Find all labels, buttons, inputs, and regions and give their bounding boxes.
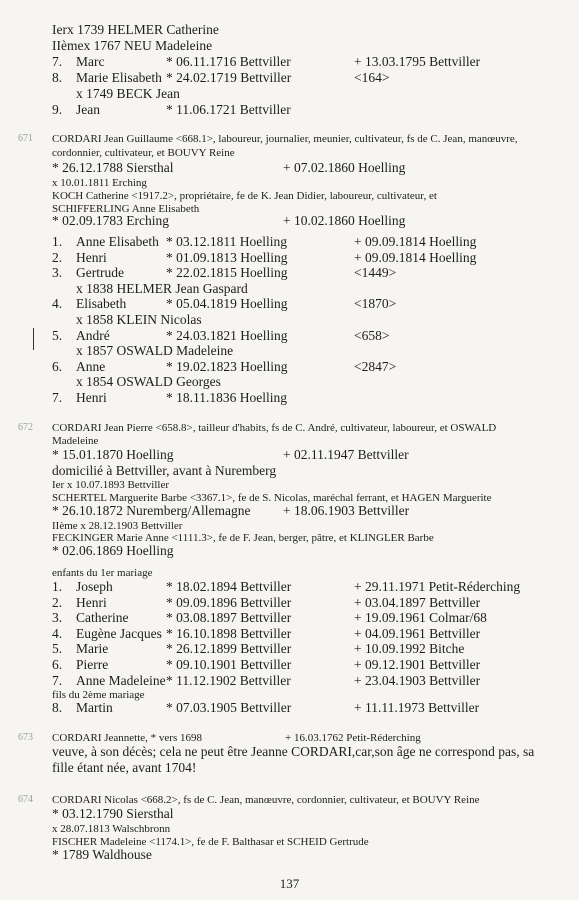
child-n: 6. (52, 657, 63, 672)
spouse-birth: * 1789 Waldhouse (52, 847, 152, 862)
entry-number: 672 (18, 422, 33, 433)
marriage-line: x 28.07.1813 Walschbronn (52, 823, 171, 835)
entry-head: CORDARI Nicolas <668.2>, fs de C. Jean, manœuvre, cordonnier, cultivateur, et BOUVY Reine (52, 794, 480, 806)
child-death: + 09.09.1814 Hoelling (354, 249, 477, 265)
child-birth: * 03.12.1811 Hoelling (166, 234, 287, 249)
child-death: + 10.09.1992 Bitche (354, 641, 465, 657)
child-name: Anne (76, 358, 106, 374)
marriage-line: IIème x 28.12.1903 Bettviller (52, 520, 183, 532)
entry-head: CORDARI Jean Pierre <658.8>, tailleur d'habits, fs de C. André, cultivateur, laboureur, et OSWALD (52, 422, 497, 434)
entry-head: CORDARI Jean Guillaume <668.1>, laboureur, journalier, meunier, cultivateur, fs de C. Jean, manœuvre, (52, 133, 518, 145)
child-name: Joseph (76, 579, 113, 594)
child-birth: * 05.04.1819 Hoelling (166, 296, 288, 312)
child-marriage: x 1838 HELMER Jean Gaspard (76, 280, 248, 296)
child-name: Anne Madeleine (76, 672, 166, 688)
child-n: 4. (52, 625, 63, 641)
child-marriage: x 1854 OSWALD Georges (76, 374, 221, 390)
spouse-birth: * 02.06.1869 Hoelling (52, 543, 174, 558)
child-name: Gertrude (76, 265, 124, 281)
child-death: + 29.11.1971 Petit-Réderching (354, 579, 521, 594)
child-row: 7. Marc * 06.11.1716 Bettviller + 13.03.1795 Bettviller (52, 54, 481, 69)
entry-head-cont: cordonnier, cultivateur, et BOUVY Reine (52, 147, 235, 159)
child-name: Eugène Jacques (76, 625, 162, 641)
note-line: fille étant née, avant 1704! (52, 760, 197, 775)
child-n: 5. (52, 327, 63, 343)
child-name: Marie (76, 641, 109, 657)
child-death: + 04.09.1961 Bettviller (354, 625, 481, 641)
child-n: 3. (52, 265, 63, 281)
marriage-line: IIèmex 1767 NEU Madeleine (52, 38, 213, 53)
child-birth: * 24.03.1821 Hoelling (166, 327, 288, 343)
spouse-death: + 10.02.1860 Hoelling (283, 213, 406, 228)
entry-head: CORDARI Jeannette, * vers 1698 (52, 732, 203, 744)
birth-line: * 15.01.1870 Hoelling (52, 447, 174, 462)
child-birth: * 09.10.1901 Bettviller (166, 657, 292, 672)
spouse-birth: * 26.10.1872 Nuremberg/Allemagne (52, 503, 251, 518)
child-birth: * 07.03.1905 Bettviller (166, 700, 292, 715)
child-death: <658> (354, 327, 390, 343)
entry-number: 673 (18, 732, 33, 743)
spouse-line: KOCH Catherine <1917.2>, propriétaire, fe de K. Jean Didier, laboureur, cultivateur, et (52, 190, 437, 202)
child-n: 8. (52, 700, 63, 715)
child-n: 5. (52, 641, 63, 657)
child-birth: * 01.09.1813 Hoelling (166, 249, 288, 265)
child-birth: * 09.09.1896 Bettviller (166, 594, 292, 610)
child-death: + 19.09.1961 Colmar/68 (354, 610, 487, 626)
marriage-line: Ier x 10.07.1893 Bettviller (52, 479, 170, 491)
child-death: + 09.09.1814 Hoelling (354, 234, 477, 249)
child-marriage: x 1858 KLEIN Nicolas (76, 312, 202, 327)
child-death: <1870> (354, 296, 397, 312)
child-death: + 03.04.1897 Bettviller (354, 594, 481, 610)
child-name: Elisabeth (76, 296, 127, 312)
child-n: 7. (52, 672, 63, 688)
child-marriage: x 1749 BECK Jean (76, 86, 180, 101)
birth-line: * 03.12.1790 Siersthal (52, 806, 174, 821)
child-n: 1. (52, 579, 63, 594)
child-name: Henri (76, 390, 107, 405)
margin-mark (33, 328, 34, 350)
children-label: enfants du 1er mariage (52, 567, 153, 579)
child-n: 2. (52, 594, 63, 610)
child-name: André (76, 327, 110, 343)
child-name: Henri (76, 249, 107, 265)
death-line: + 02.11.1947 Bettviller (283, 447, 409, 462)
page-number: 137 (279, 876, 300, 891)
child-death: <2847> (354, 358, 397, 374)
residence-line: domicilié à Bettviller, avant à Nuremberg (52, 463, 277, 478)
child-birth: * 16.10.1898 Bettviller (166, 625, 292, 641)
child-n: 3. (52, 610, 63, 626)
child-marriage: x 1857 OSWALD Madeleine (76, 343, 234, 359)
child-birth: * 18.02.1894 Bettviller (166, 579, 292, 594)
child-n: 1. (52, 234, 63, 249)
entry-number: 671 (18, 133, 33, 144)
marriage-line: Ierx 1739 HELMER Catherine (52, 22, 219, 37)
child-n: 2. (52, 249, 63, 265)
spouse-line: SCHERTEL Marguerite Barbe <3367.1>, fe de S. Nicolas, maréchal ferrant, et HAGEN Marguerite (52, 492, 492, 504)
child-birth: * 03.08.1897 Bettviller (166, 610, 292, 626)
spouse-line: FISCHER Madeleine <1174.1>, fe de F. Balthasar et SCHEID Gertrude (52, 836, 369, 848)
child-n: 4. (52, 296, 63, 312)
child-name: Pierre (76, 657, 109, 672)
spouse-birth: * 02.09.1783 Erching (52, 213, 169, 228)
spouse-line: FECKINGER Marie Anne <1111.3>, fe de F. Jean, berger, pâtre, et KLINGLER Barbe (52, 532, 434, 544)
child-birth: * 11.12.1902 Bettviller (166, 672, 291, 688)
child-death: + 23.04.1903 Bettviller (354, 672, 481, 688)
death-line: + 16.03.1762 Petit-Réderching (285, 732, 421, 744)
child-birth: * 26.12.1899 Bettviller (166, 641, 292, 657)
children-label: fils du 2ème mariage (52, 689, 145, 701)
child-name: Henri (76, 594, 107, 610)
child-name: Martin (76, 700, 113, 715)
child-death: + 11.11.1973 Bettviller (354, 700, 480, 715)
marriage-line: x 10.01.1811 Erching (52, 177, 147, 189)
entry-head-cont: Madeleine (52, 435, 99, 447)
note-line: veuve, à son décès; cela ne peut être Jeanne CORDARI,car,son âge ne correspond pas, sa (52, 744, 535, 759)
entry-number: 674 (18, 794, 33, 805)
child-n: 6. (52, 358, 63, 374)
child-birth: * 19.02.1823 Hoelling (166, 358, 288, 374)
child-birth: * 18.11.1836 Hoelling (166, 390, 287, 405)
child-n: 7. (52, 390, 63, 405)
birth-line: * 26.12.1788 Siersthal (52, 160, 174, 175)
child-name: Catherine (76, 610, 129, 626)
child-row: 8. Marie Elisabeth * 24.02.1719 Bettviller <164> (52, 70, 390, 85)
child-death: <1449> (354, 265, 397, 281)
death-line: + 07.02.1860 Hoelling (283, 160, 406, 175)
spouse-death: + 18.06.1903 Bettviller (283, 503, 410, 518)
spouse-line: SCHIFFERLING Anne Elisabeth (52, 203, 200, 215)
child-birth: * 22.02.1815 Hoelling (166, 265, 288, 281)
child-row: 9. Jean * 11.06.1721 Bettviller (52, 102, 291, 117)
child-name: Anne Elisabeth (76, 234, 159, 249)
child-death: + 09.12.1901 Bettviller (354, 657, 481, 672)
